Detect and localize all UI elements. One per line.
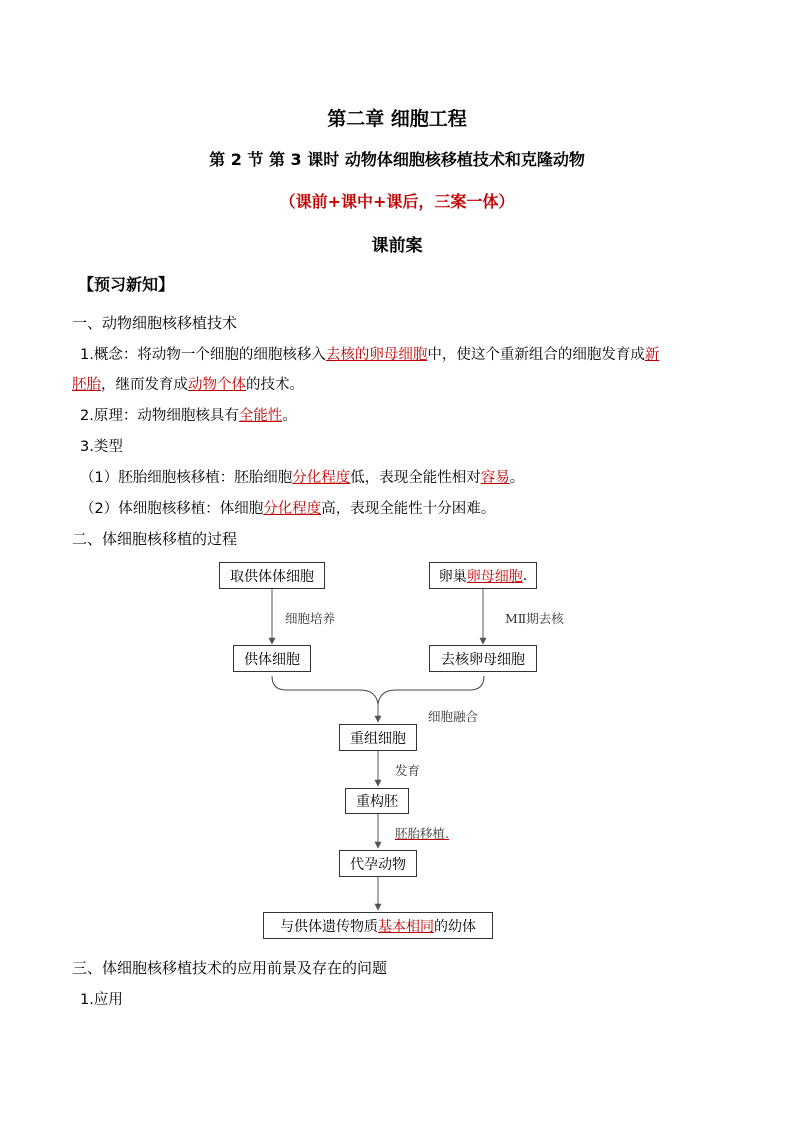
label-develop: 发育 (395, 763, 421, 778)
fusion-brace (272, 676, 484, 704)
subtitle: （课前+课中+课后，三案一体） (279, 192, 515, 211)
principle-text: 。 (282, 408, 297, 424)
type-2-text: 高，表现全能性十分困难。 (321, 501, 496, 517)
principle-text: 2.原理：动物细胞核具有 (80, 408, 239, 424)
concept-text: 中，使这个重新组合的细胞发育成 (427, 347, 645, 363)
box-ovary-oocyte (429, 562, 537, 589)
section-3-title: 三、体细胞核移植技术的应用前景及存在的问题 (72, 959, 388, 977)
offspring-answer-same: 基本相同 (378, 918, 434, 935)
offspring-text: 与供体遗传物质 (280, 918, 378, 935)
concept-text: ，继而发育成 (101, 377, 188, 393)
offspring-text: 的幼体 (434, 918, 476, 935)
section-title: 第 2 节 第 3 课时 动物体细胞核移植技术和克隆动物 (209, 150, 585, 169)
concept-answer-new: 新 (644, 347, 660, 363)
application-heading: 1.应用 (80, 992, 123, 1008)
principle-answer-totipotency: 全能性 (238, 408, 283, 424)
type-2-text: （2）体细胞核移植：体细胞 (80, 501, 264, 517)
type-1-answer-differentiation: 分化程度 (292, 470, 351, 486)
type-1-text: 。 (509, 470, 525, 486)
ovary-period: . (522, 567, 528, 584)
box-surrogate-animal: 代孕动物 (339, 850, 417, 877)
type-2-answer-differentiation: 分化程度 (263, 501, 322, 517)
type-1-text: （1）胚胎细胞核移植：胚胎细胞 (80, 470, 293, 486)
ovary-answer-oocyte: 卵母细胞 (466, 568, 523, 585)
types-heading: 3.类型 (80, 439, 123, 455)
chapter-title: 第二章 细胞工程 (327, 108, 467, 130)
box-enucleated-oocyte: 去核卵母细胞 (429, 645, 537, 672)
concept-text: 1.概念：将动物一个细胞的细胞核移入 (80, 347, 326, 363)
concept-answer-embryo: 胚胎 (72, 377, 101, 393)
type-1-answer-easy: 容易 (480, 470, 510, 486)
ovary-text: 卵巢 (438, 568, 467, 585)
part-title: 课前案 (371, 236, 423, 256)
box-donor-cell: 供体细胞 (233, 645, 311, 672)
concept-answer-enucleated-oocyte: 去核的卵母细胞 (325, 347, 428, 363)
box-recombinant-cell: 重组细胞 (339, 724, 417, 751)
label-embryo-transfer: 胚胎移植. (395, 826, 449, 841)
label-cell-fusion: 细胞融合 (428, 709, 479, 724)
section-2-title: 二、体细胞核移植的过程 (72, 530, 238, 548)
concept-answer-individual: 动物个体 (188, 377, 246, 393)
box-reconstructed-embryo: 重构胚 (345, 788, 409, 814)
type-1-text: 低，表现全能性相对 (350, 470, 481, 486)
section-1-title: 一、动物细胞核移植技术 (72, 314, 238, 332)
label-enucleation: MⅡ期去核 (505, 611, 564, 626)
concept-text: 的技术。 (246, 377, 304, 393)
box-donor-somatic-cell: 取供体体细胞 (219, 562, 325, 589)
preview-heading: 【预习新知】 (78, 275, 175, 294)
box-offspring (263, 912, 493, 939)
label-cell-culture: 细胞培养 (285, 611, 336, 626)
